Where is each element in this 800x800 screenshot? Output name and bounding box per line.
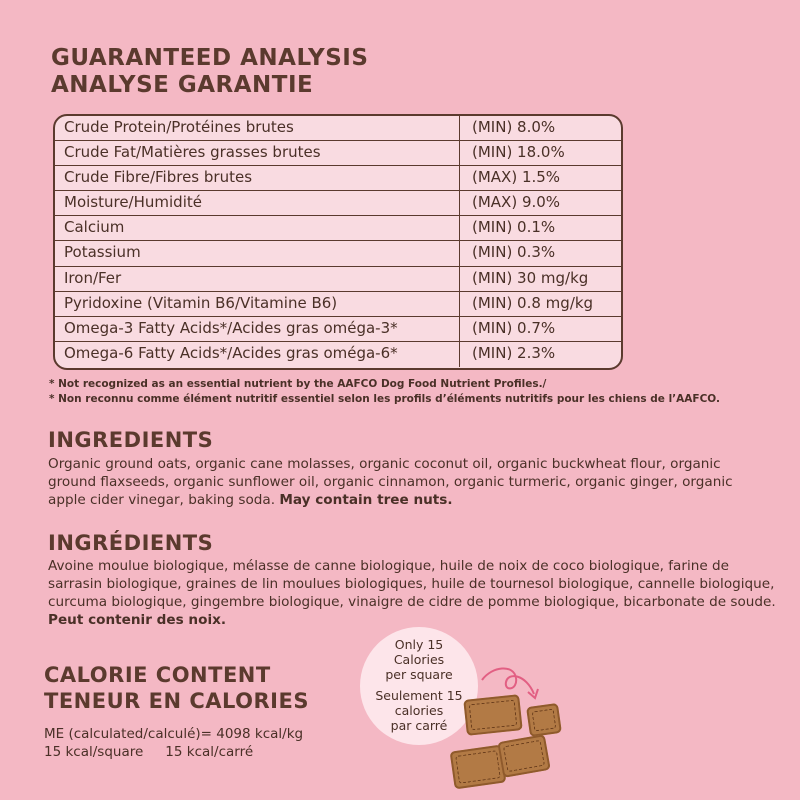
footnote-en: * Not recognized as an essential nutrient by the AAFCO Dog Food Nutrient Profiles./	[49, 378, 547, 390]
table-row	[55, 292, 621, 317]
nutrient-name: Omega-3 Fatty Acids*/Acides gras oméga-3*	[55, 317, 460, 341]
nutrient-name: Crude Fibre/Fibres brutes	[55, 166, 460, 190]
ingredients-text	[48, 455, 768, 509]
calorie-heading	[44, 664, 309, 716]
ingredients-fr-heading: INGRÉDIENTS	[48, 531, 214, 555]
square-fr: 15 kcal/carré	[165, 744, 254, 760]
table-row	[55, 116, 621, 141]
table-row	[55, 141, 621, 166]
calorie-heading-en: CALORIE CONTENT	[44, 663, 271, 687]
guaranteed-analysis-heading	[51, 46, 368, 100]
bubble-fr-line: par carré	[390, 718, 448, 733]
bubble-en-line: Calories	[393, 652, 445, 667]
nutrient-value: (MIN) 18.0%	[472, 143, 565, 162]
allergen-note-fr: Peut contenir des noix.	[48, 612, 227, 628]
allergen-note: May contain tree nuts.	[279, 492, 453, 508]
nutrient-name: Omega-6 Fatty Acids*/Acides gras oméga-6*	[55, 342, 460, 367]
bubble-fr-line: calories	[394, 703, 444, 718]
table-row	[55, 267, 621, 292]
nutrient-name: Pyridoxine (Vitamin B6/Vitamine B6)	[55, 292, 460, 316]
nutrient-value: (MIN) 2.3%	[472, 343, 556, 362]
table-row	[55, 216, 621, 241]
nutrient-value: (MIN) 0.8 mg/kg	[472, 293, 594, 312]
table-row	[55, 191, 621, 216]
ingredients-heading: INGREDIENTS	[48, 428, 214, 452]
footnotes	[49, 377, 720, 407]
nutrient-value: (MIN) 30 mg/kg	[472, 268, 589, 287]
ingredients-list: Organic ground oats, organic cane molasses, organic coconut oil, organic buckwheat flour, organic ground flaxseeds, organic sunflower oil, organic cinnamon, organic turmeric, organic ginger, organic apple cider vinegar, baking soda.	[48, 456, 733, 508]
analysis-table	[53, 114, 623, 370]
nutrient-value: (MIN) 0.3%	[472, 243, 556, 262]
ingredients-fr-text	[48, 557, 778, 629]
nutrient-value: (MIN) 0.1%	[472, 218, 556, 237]
nutrient-name: Crude Protein/Protéines brutes	[55, 116, 460, 140]
dog-treat-image	[463, 694, 522, 736]
per-square-line	[44, 743, 303, 761]
square-en: 15 kcal/square	[44, 744, 144, 760]
nutrient-name: Crude Fat/Matières grasses brutes	[55, 141, 460, 165]
footnote-fr: * Non reconnu comme élément nutritif essentiel selon les profils d’éléments nutritifs pour les chiens de l’AAFCO.	[49, 393, 720, 405]
ingredients-fr-list: Avoine moulue biologique, mélasse de canne biologique, huile de noix de coco biologique, farine de sarrasin biologique, graines de lin moulues biologiques, huile de tournesol biologique, cannelle biologique, curcuma biologique, gingembre biologique, vinaigre de cidre de pomme biologique, bicarbonate de soude.	[48, 558, 776, 610]
me-line: ME (calculated/calculé)= 4098 kcal/kg	[44, 726, 304, 742]
nutrient-name: Potassium	[55, 241, 460, 265]
nutrient-name: Calcium	[55, 216, 460, 240]
dog-treat-image	[497, 734, 551, 778]
dog-treat-image	[526, 703, 562, 737]
bubble-fr	[360, 688, 478, 733]
nutrient-value: (MAX) 1.5%	[472, 168, 561, 187]
calorie-heading-fr: TENEUR EN CALORIES	[44, 689, 309, 713]
heading-fr: ANALYSE GARANTIE	[51, 72, 314, 98]
nutrient-name: Moisture/Humidité	[55, 191, 460, 215]
bubble-en-line: Only 15	[394, 637, 444, 652]
table-row	[55, 166, 621, 191]
calorie-bubble	[360, 627, 478, 745]
table-row	[55, 342, 621, 367]
bubble-en	[360, 637, 478, 682]
nutrient-value: (MIN) 8.0%	[472, 118, 556, 136]
nutrient-value: (MIN) 0.7%	[472, 318, 556, 337]
calorie-lines	[44, 725, 303, 761]
table-row	[55, 317, 621, 342]
heading-en: GUARANTEED ANALYSIS	[51, 45, 369, 71]
nutrient-name: Iron/Fer	[55, 267, 460, 291]
bubble-en-line: per square	[385, 667, 453, 682]
nutrient-value: (MAX) 9.0%	[472, 193, 561, 212]
bubble-fr-line: Seulement 15	[375, 688, 463, 703]
table-row	[55, 241, 621, 266]
